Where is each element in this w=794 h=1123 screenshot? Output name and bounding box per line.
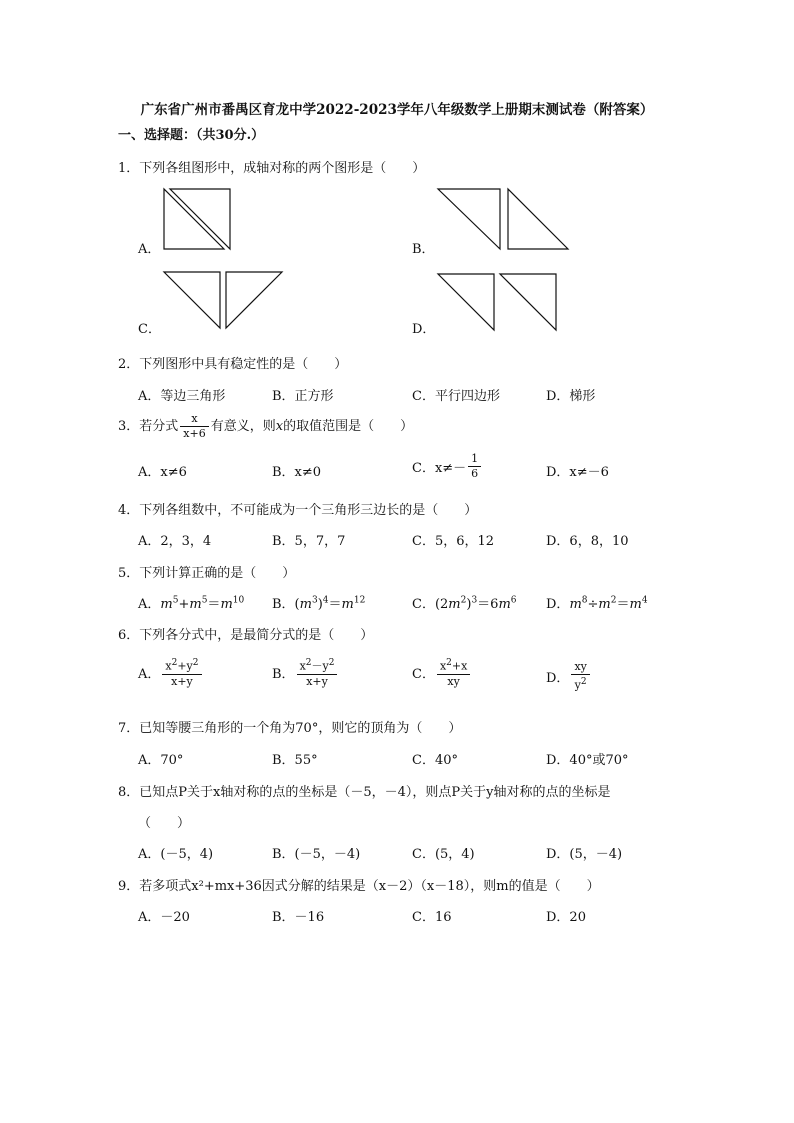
q7-option-d[interactable]: D．40°或70° xyxy=(546,753,629,768)
question-7-stem: 7．已知等腰三角形的一个角为70°，则它的顶角为（ ） xyxy=(118,721,462,736)
question-4-stem: 4．下列各组数中，不可能成为一个三角形三边长的是（ ） xyxy=(118,503,478,518)
q5-option-b[interactable]: B．$(m^3)^4=m^{12}$ xyxy=(272,595,366,612)
q8-option-c[interactable]: C．(5，4) xyxy=(412,847,475,862)
q3-option-b[interactable]: B．x≠0 xyxy=(272,465,322,480)
q6-option-d[interactable]: D． $\frac{xy}{y^2}$ xyxy=(546,660,592,693)
q2-option-a[interactable]: A．等边三角形 xyxy=(138,389,226,404)
q2-option-c[interactable]: C．平行四边形 xyxy=(412,389,500,404)
q6-option-b[interactable]: B． $\frac{x^2-y^2}{x+y}$ xyxy=(272,656,339,689)
q2-option-d[interactable]: D．梯形 xyxy=(546,389,596,404)
question-8-stem-cont: （ ） xyxy=(138,816,191,831)
q3-option-d[interactable]: D．x≠－6 xyxy=(546,465,609,480)
question-2-stem: 2．下列图形中具有稳定性的是（ ） xyxy=(118,357,348,372)
q7-option-a[interactable]: A．70° xyxy=(138,753,184,768)
question-5-stem: 5．下列计算正确的是（ ） xyxy=(118,566,296,581)
q5-option-c[interactable]: C．$(2m^2)^3=6m^6$ xyxy=(412,595,517,612)
q3-c-fraction: $\frac{1}{6}$ xyxy=(468,452,481,481)
q9-option-d[interactable]: D．20 xyxy=(546,910,586,925)
q5-option-a[interactable]: A．$m^5+m^5=m^{10}$ xyxy=(138,595,245,612)
question-8-stem: 8．已知点P关于x轴对称的点的坐标是（－5，－4），则点P关于y轴对称的点的坐标是 xyxy=(118,785,611,800)
q1-option-c-label[interactable]: C． xyxy=(138,322,161,337)
q3-option-c[interactable]: C．x≠－ $\frac{1}{6}$ xyxy=(412,452,483,481)
q7-option-c[interactable]: C．40° xyxy=(412,753,458,768)
q5-option-d[interactable]: D．$m^8\div m^2=m^4$ xyxy=(546,595,648,612)
section-heading: 一、选择题：（共30分.） xyxy=(118,128,265,143)
q9-option-b[interactable]: B．－16 xyxy=(272,910,325,925)
page-title: 广东省广州市番禺区育龙中学2022-2023学年八年级数学上册期末测试卷（附答案） xyxy=(140,102,654,118)
q1-option-a-label[interactable]: A． xyxy=(138,242,161,257)
q1-option-a-figure xyxy=(160,185,240,255)
question-9-stem: 9．若多项式x²+mx+36因式分解的结果是（x－2）（x－18），则m的值是（ ） xyxy=(118,879,600,894)
question-1-stem: 1．下列各组图形中，成轴对称的两个图形是（ ） xyxy=(118,161,426,176)
q4-option-d[interactable]: D．6，8，10 xyxy=(546,534,629,549)
q6-option-c[interactable]: C． $\frac{x^2+x}{xy}$ xyxy=(412,656,472,689)
q3-option-a[interactable]: A．x≠6 xyxy=(138,465,187,480)
q1-option-b-label[interactable]: B． xyxy=(412,242,435,257)
q8-option-b[interactable]: B．(－5，－4) xyxy=(272,847,361,862)
q4-option-a[interactable]: A．2，3，4 xyxy=(138,534,212,549)
q2-option-b[interactable]: B．正方形 xyxy=(272,389,334,404)
q9-option-c[interactable]: C．16 xyxy=(412,910,452,925)
q4-option-b[interactable]: B．5，7，7 xyxy=(272,534,346,549)
q1-option-d-label[interactable]: D． xyxy=(412,322,436,337)
question-3-stem: 3．若分式 $\frac{x}{x+6}$ 有意义，则x的取值范围是（ ） xyxy=(118,412,414,440)
q4-option-c[interactable]: C．5，6，12 xyxy=(412,534,495,549)
q8-option-d[interactable]: D．(5，－4) xyxy=(546,847,623,862)
q6-option-a[interactable]: A． $\frac{x^2+y^2}{x+y}$ xyxy=(138,656,204,689)
q7-option-b[interactable]: B．55° xyxy=(272,753,318,768)
q9-option-a[interactable]: A．－20 xyxy=(138,910,190,925)
question-6-stem: 6．下列各分式中，是最简分式的是（ ） xyxy=(118,628,374,643)
q1-option-c-figure xyxy=(160,268,290,334)
q3-fraction: $\frac{x}{x+6}$ xyxy=(180,412,208,441)
q1-option-d-figure xyxy=(434,270,564,336)
q1-option-b-figure xyxy=(434,185,574,255)
q8-option-a[interactable]: A．(－5，4) xyxy=(138,847,214,862)
